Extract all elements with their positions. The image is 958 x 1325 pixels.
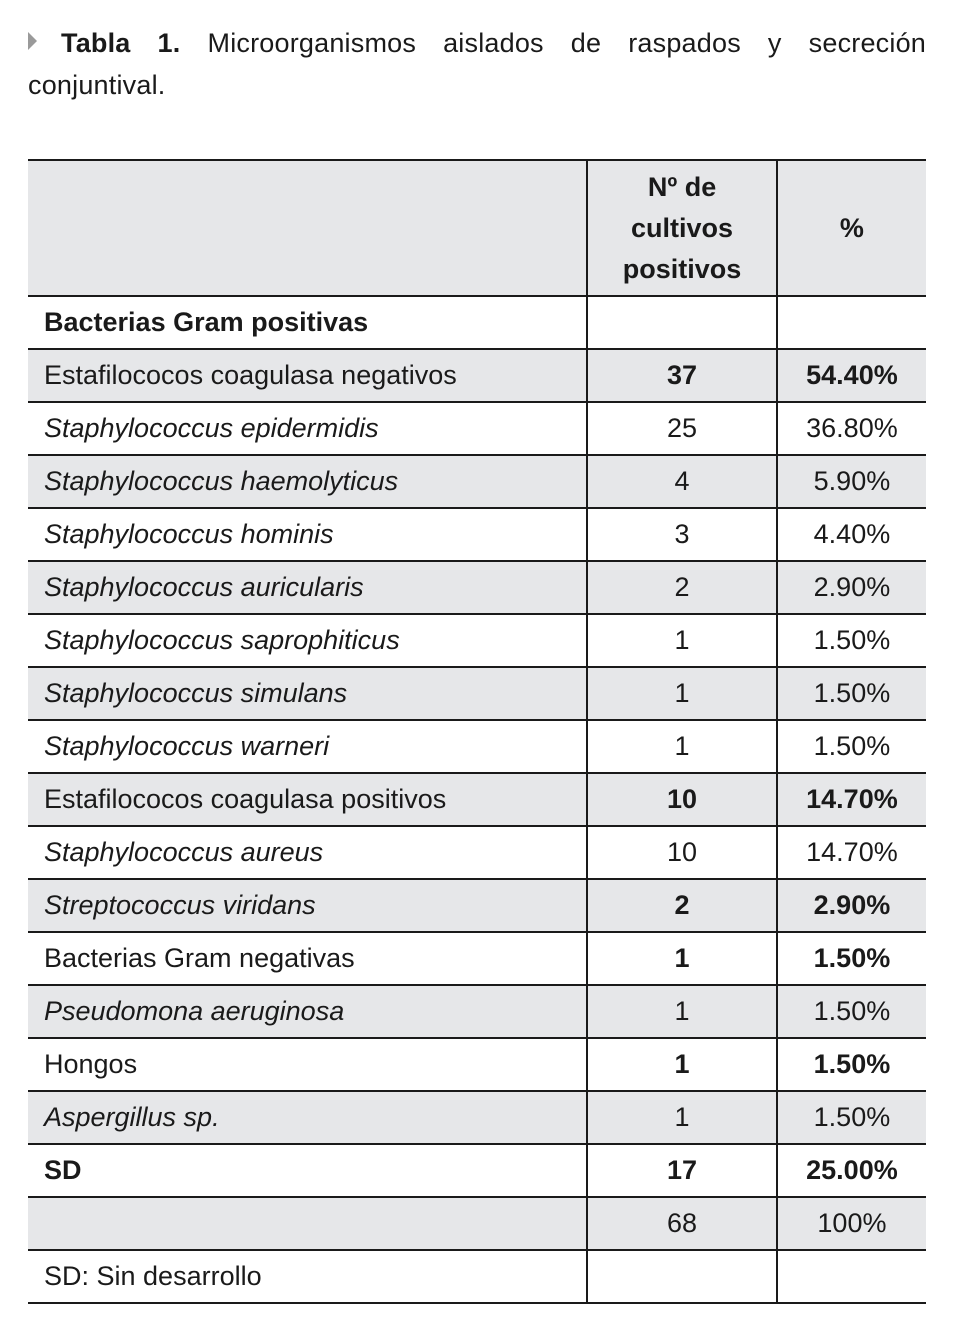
row-name: Estafilococos coagulasa negativos (28, 349, 587, 402)
row-percent: 1.50% (777, 985, 926, 1038)
row-name: Streptococcus viridans (28, 879, 587, 932)
table-row (28, 985, 926, 1038)
row-percent: 25.00% (777, 1144, 926, 1197)
row-count: 1 (587, 1091, 777, 1144)
row-name: Staphylococcus haemolyticus (28, 455, 587, 508)
row-name: Aspergillus sp. (28, 1091, 587, 1144)
table-row (28, 879, 926, 932)
bullet-marker-icon (28, 32, 37, 50)
row-count: 1 (587, 614, 777, 667)
row-count: 3 (587, 508, 777, 561)
row-percent: 1.50% (777, 720, 926, 773)
table-row (28, 1144, 926, 1197)
table-row (28, 402, 926, 455)
row-count: 4 (587, 455, 777, 508)
row-percent: 2.90% (777, 561, 926, 614)
row-name: Staphylococcus aureus (28, 826, 587, 879)
row-percent: 4.40% (777, 508, 926, 561)
row-percent: 1.50% (777, 1091, 926, 1144)
row-name: Pseudomona aeruginosa (28, 985, 587, 1038)
row-name: Estafilococos coagulasa positivos (28, 773, 587, 826)
row-name: Staphylococcus simulans (28, 667, 587, 720)
row-percent (777, 1250, 926, 1303)
row-count (587, 1250, 777, 1303)
table-row-total (28, 1197, 926, 1250)
row-percent: 5.90% (777, 455, 926, 508)
table-row (28, 455, 926, 508)
row-name: Bacterias Gram positivas (28, 296, 587, 349)
table-row (28, 773, 926, 826)
row-percent: 1.50% (777, 667, 926, 720)
row-count: 1 (587, 932, 777, 985)
table-header-row (28, 160, 926, 296)
row-percent: 1.50% (777, 614, 926, 667)
table-row (28, 508, 926, 561)
table-caption (28, 22, 926, 106)
row-count: 1 (587, 1038, 777, 1091)
row-count: 25 (587, 402, 777, 455)
table-row (28, 720, 926, 773)
row-count: 17 (587, 1144, 777, 1197)
caption-text: Microorganismos aislados de raspados y secreción conjuntival. (28, 28, 927, 100)
row-name: Staphylococcus warneri (28, 720, 587, 773)
table-row (28, 826, 926, 879)
row-percent: 36.80% (777, 402, 926, 455)
row-percent: 14.70% (777, 773, 926, 826)
row-count: 68 (587, 1197, 777, 1250)
row-name: Staphylococcus auricularis (28, 561, 587, 614)
row-name: Staphylococcus epidermidis (28, 402, 587, 455)
row-count: 2 (587, 879, 777, 932)
row-percent (777, 296, 926, 349)
row-count: 37 (587, 349, 777, 402)
row-count: 1 (587, 985, 777, 1038)
header-count-line2: cultivos (631, 212, 734, 243)
row-count: 1 (587, 720, 777, 773)
microorganisms-table (28, 159, 926, 1304)
table-row (28, 349, 926, 402)
table-row (28, 296, 926, 349)
row-percent: 2.90% (777, 879, 926, 932)
row-count: 2 (587, 561, 777, 614)
table-row (28, 614, 926, 667)
row-name (28, 1197, 587, 1250)
header-count (587, 160, 777, 296)
row-count: 1 (587, 667, 777, 720)
row-percent: 54.40% (777, 349, 926, 402)
row-name: Staphylococcus hominis (28, 508, 587, 561)
row-percent: 1.50% (777, 932, 926, 985)
row-name: SD: Sin desarrollo (28, 1250, 587, 1303)
caption-label: Tabla 1. (61, 28, 181, 58)
table-row (28, 561, 926, 614)
row-percent: 1.50% (777, 1038, 926, 1091)
row-count: 10 (587, 826, 777, 879)
row-percent: 100% (777, 1197, 926, 1250)
header-name (28, 160, 587, 296)
table-row (28, 1091, 926, 1144)
row-name: Hongos (28, 1038, 587, 1091)
row-count: 10 (587, 773, 777, 826)
header-count-line3: positivos (622, 253, 742, 284)
table-row (28, 1038, 926, 1091)
header-percent: % (777, 160, 926, 296)
row-name: Bacterias Gram negativas (28, 932, 587, 985)
row-percent: 14.70% (777, 826, 926, 879)
table-row-footnote (28, 1250, 926, 1303)
row-name: SD (28, 1144, 587, 1197)
table-row (28, 667, 926, 720)
table-row (28, 932, 926, 985)
row-name: Staphylococcus saprophiticus (28, 614, 587, 667)
header-count-line1: Nº de (647, 171, 717, 202)
row-count (587, 296, 777, 349)
